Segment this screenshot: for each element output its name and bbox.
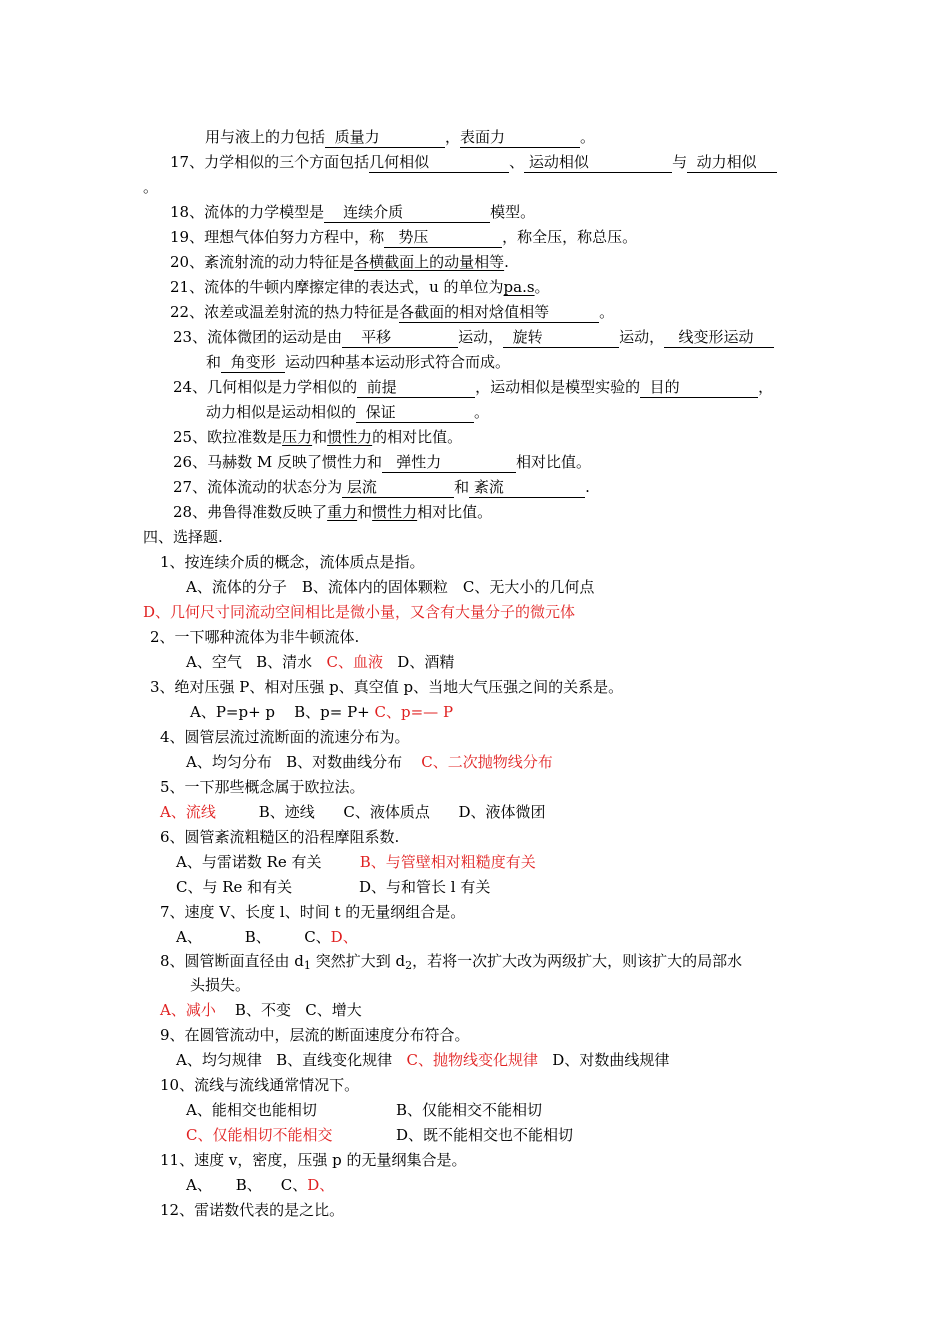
choice-q10-option-d: D、既不能相交也不能相切 <box>396 1126 574 1144</box>
answer-blank: 连续介质 <box>324 204 490 223</box>
fill-q20: 20、紊流射流的动力特征是各横截面上的动量相等. <box>170 253 509 271</box>
answer-blank: 前提 <box>357 379 475 398</box>
fill-q18: 18、流体的力学模型是 连续介质 模型。 <box>170 203 536 221</box>
choice-q7-options: A、 B、 C、D、 <box>176 928 358 946</box>
choice-q5: 5、一下那些概念属于欧拉法。 <box>160 778 365 796</box>
choice-q9: 9、在圆管流动中，层流的断面速度分布符合。 <box>160 1026 470 1044</box>
answer-blank: 旋转 <box>503 329 619 348</box>
fill-q22: 22、浓差或温差射流的热力特征是各截面的相对焓值相等 。 <box>170 303 615 321</box>
choice-q10-option-c: C、仅能相切不能相交 <box>186 1126 333 1144</box>
choice-q5-options: A、流线 B、迹线 C、液体质点 D、液体微团 <box>160 803 546 821</box>
answer-blank: 紊流 <box>469 479 585 498</box>
choice-q4-options: A、均匀分布 B、对数曲线分布 C、二次抛物线分布 <box>186 753 553 771</box>
answer-blank: 运动相似 <box>524 154 672 173</box>
fill-q28: 28、弗鲁得准数反映了重力和惯性力相对比值。 <box>173 503 493 521</box>
fill-q17-end: 。 <box>143 178 159 196</box>
choice-q7: 7、速度 V、长度 l、时间 t 的无量纲组合是。 <box>160 903 466 921</box>
choice-q6-options-1: A、与雷诺数 Re 有关 B、与管壁相对粗糙度有关 <box>176 853 536 871</box>
answer-blank: 保证 <box>356 404 474 423</box>
choice-q1-answer: D、几何尺寸同流动空间相比是微小量，又含有大量分子的微元体 <box>143 603 576 621</box>
fill-q23-line2: 和 角变形 运动四种基本运动形式符合而成。 <box>206 353 511 371</box>
choice-q6: 6、圆管紊流粗糙区的沿程摩阻系数. <box>160 828 400 846</box>
choice-q10: 10、流线与流线通常情况下。 <box>160 1076 360 1094</box>
choice-q10-option-b: B、仅能相交不能相切 <box>396 1101 543 1119</box>
answer-blank: 质量力 <box>325 129 445 148</box>
choice-q1: 1、按连续介质的概念，流体质点是指。 <box>160 553 425 571</box>
fill-q26: 26、马赫数 M 反映了惯性力和 弹性力 相对比值。 <box>173 453 591 471</box>
choice-q3-options: A、P=p+ p B、p= P+ C、p=— P <box>190 703 454 721</box>
choice-q2: 2、一下哪种流体为非牛顿流体. <box>150 628 360 646</box>
answer-blank: 目的 <box>640 379 758 398</box>
choice-q9-options: A、均匀规律 B、直线变化规律 C、抛物线变化规律 D、对数曲线规律 <box>176 1051 670 1069</box>
fill-q25: 25、欧拉准数是压力和惯性力的相对比值。 <box>173 428 463 446</box>
answer-blank: 弹性力 <box>382 454 516 473</box>
choice-q8: 8、圆管断面直径由 $d_1$ 突然扩大到 $d_2$，若将一次扩大改为两级扩大，则该扩大的局部水 <box>160 952 743 972</box>
choice-q8-options: A、减小 B、不变 C、增大 <box>160 1001 362 1019</box>
fill-q21: 21、流体的牛顿内摩擦定律的表达式，u 的单位为pa.s。 <box>170 278 550 296</box>
fill-q19: 19、理想气体伯努力方程中，称 势压 ，称全压，称总压。 <box>170 228 638 246</box>
answer-blank: 表面力 <box>460 129 580 148</box>
fill-q16: 用与液上的力包括 质量力 ，表面力 。 <box>205 128 596 146</box>
choice-q8-line2: 头损失。 <box>190 976 251 994</box>
answer-blank: 几何相似 <box>369 154 509 173</box>
choice-q4: 4、圆管层流过流断面的流速分布为。 <box>160 728 410 746</box>
choice-q6-options-2: C、与 Re 和有关 D、与和管长 l 有关 <box>176 878 491 896</box>
choice-q2-options: A、空气 B、清水 C、血液 D、酒精 <box>186 653 455 671</box>
choice-q10-option-a: A、能相交也能相切 <box>186 1101 317 1119</box>
choice-q12: 12、雷诺数代表的是之比。 <box>160 1201 345 1219</box>
fill-q17: 17、力学相似的三个方面包括几何相似 、 运动相似 与 动力相似 <box>170 152 777 172</box>
answer-blank: 平移 <box>342 329 458 348</box>
answer-blank: 各截面的相对焓值相等 <box>399 304 599 323</box>
fill-q23: 23、流体微团的运动是由 平移 运动， 旋转 运动， 线变形运动 <box>173 327 774 347</box>
fill-q27: 27、流体流动的状态分为 层流 和 紊流 . <box>173 478 590 496</box>
choice-q3: 3、绝对压强 P、相对压强 p、真空值 p、当地大气压强之间的关系是。 <box>150 678 624 696</box>
choice-q1-options: A、流体的分子 B、流体内的固体颗粒 C、无大小的几何点 <box>186 578 595 596</box>
answer-blank: 势压 <box>384 229 502 248</box>
answer-blank: 层流 <box>342 479 454 498</box>
fill-q24: 24、几何相似是力学相似的 前提 ，运动相似是模型实验的 目的 ， <box>173 378 774 396</box>
choice-q11: 11、速度 v，密度，压强 p 的无量纲集合是。 <box>160 1151 467 1169</box>
answer-blank: 动力相似 <box>687 154 777 173</box>
section-title: 四、选择题. <box>143 528 223 546</box>
answer-blank: 线变形运动 <box>664 329 774 348</box>
choice-q11-options: A、 B、 C、D、 <box>186 1176 335 1194</box>
fill-q24-line2: 动力相似是运动相似的 保证 。 <box>206 403 490 421</box>
answer-blank: 角变形 <box>221 354 285 373</box>
